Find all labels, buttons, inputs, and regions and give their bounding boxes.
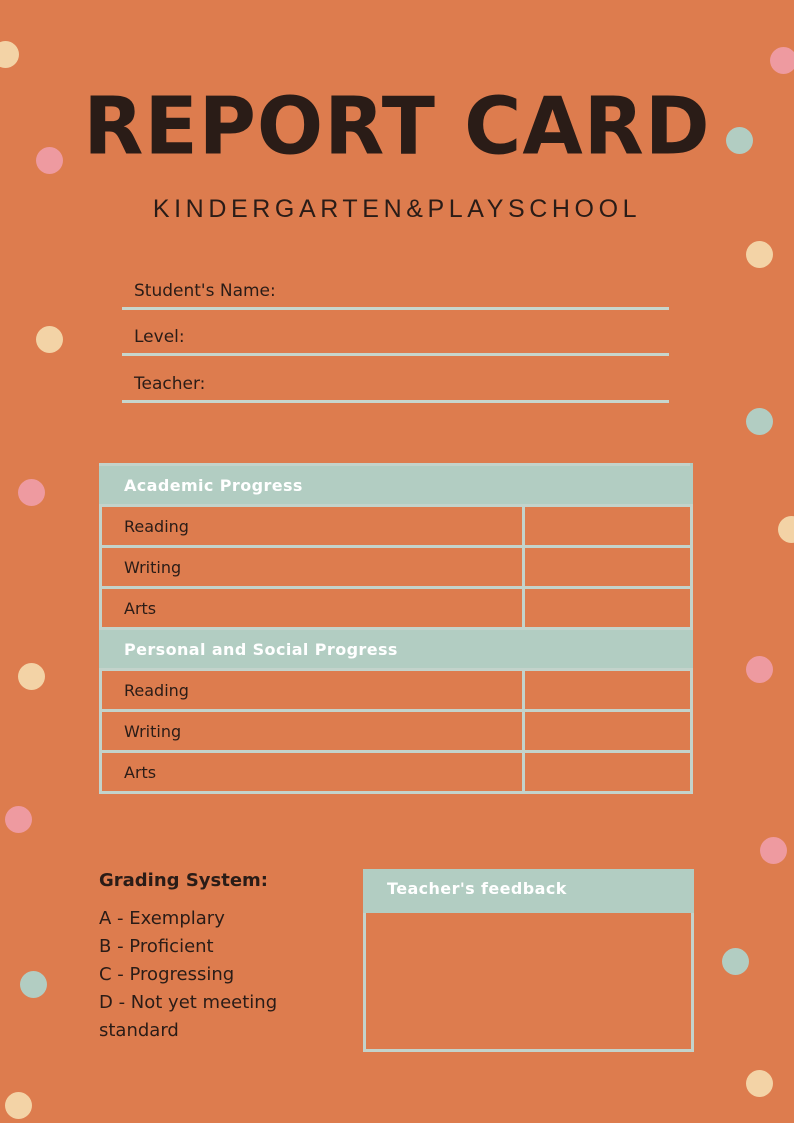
decorative-dot xyxy=(746,1070,773,1097)
grading-item: C - Progressing xyxy=(99,964,235,985)
decorative-dot xyxy=(746,656,773,683)
table-row xyxy=(101,670,692,711)
field-label: Teacher: xyxy=(134,374,206,394)
page-subtitle: KINDERGARTEN&PLAYSCHOOL xyxy=(152,195,642,223)
subject-label: Reading xyxy=(101,506,524,547)
teacher-feedback-box[interactable] xyxy=(363,869,694,1052)
subject-label: Writing xyxy=(101,547,524,588)
grading-item: B - Proficient xyxy=(99,936,214,957)
field-label: Level: xyxy=(134,327,185,347)
decorative-dot xyxy=(0,41,19,68)
feedback-title: Teacher's feedback xyxy=(363,869,694,913)
grading-item: D - Not yet meeting standard xyxy=(99,992,278,1041)
subject-label: Reading xyxy=(101,670,524,711)
student-name-field[interactable] xyxy=(122,269,669,310)
section-header xyxy=(101,465,692,506)
grade-cell[interactable] xyxy=(523,588,691,629)
decorative-dot xyxy=(20,971,47,998)
table-row xyxy=(101,752,692,793)
grade-cell[interactable] xyxy=(523,506,691,547)
table-row xyxy=(101,547,692,588)
table-row xyxy=(101,506,692,547)
decorative-dot xyxy=(18,663,45,690)
teacher-field[interactable] xyxy=(122,362,669,403)
grading-title: Grading System: xyxy=(99,870,268,891)
decorative-dot xyxy=(746,408,773,435)
subject-label: Arts xyxy=(101,752,524,793)
field-label: Student's Name: xyxy=(134,281,276,301)
section-title: Personal and Social Progress xyxy=(101,629,692,670)
page-title: REPORT CARD xyxy=(83,81,711,173)
grade-cell[interactable] xyxy=(523,711,691,752)
decorative-dot xyxy=(760,837,787,864)
subject-label: Arts xyxy=(101,588,524,629)
level-field[interactable] xyxy=(122,315,669,356)
grade-cell[interactable] xyxy=(523,752,691,793)
decorative-dot xyxy=(5,1092,32,1119)
decorative-dot xyxy=(36,326,63,353)
subject-label: Writing xyxy=(101,711,524,752)
decorative-dot xyxy=(746,241,773,268)
grading-system xyxy=(99,870,329,1045)
progress-table xyxy=(99,463,693,794)
decorative-dot xyxy=(778,516,794,543)
table-row xyxy=(101,588,692,629)
grade-cell[interactable] xyxy=(523,670,691,711)
grade-cell[interactable] xyxy=(523,547,691,588)
section-title: Academic Progress xyxy=(101,465,692,506)
grading-item: A - Exemplary xyxy=(99,908,225,929)
decorative-dot xyxy=(5,806,32,833)
decorative-dot xyxy=(18,479,45,506)
decorative-dot xyxy=(770,47,794,74)
decorative-dot xyxy=(722,948,749,975)
section-header xyxy=(101,629,692,670)
table-row xyxy=(101,711,692,752)
